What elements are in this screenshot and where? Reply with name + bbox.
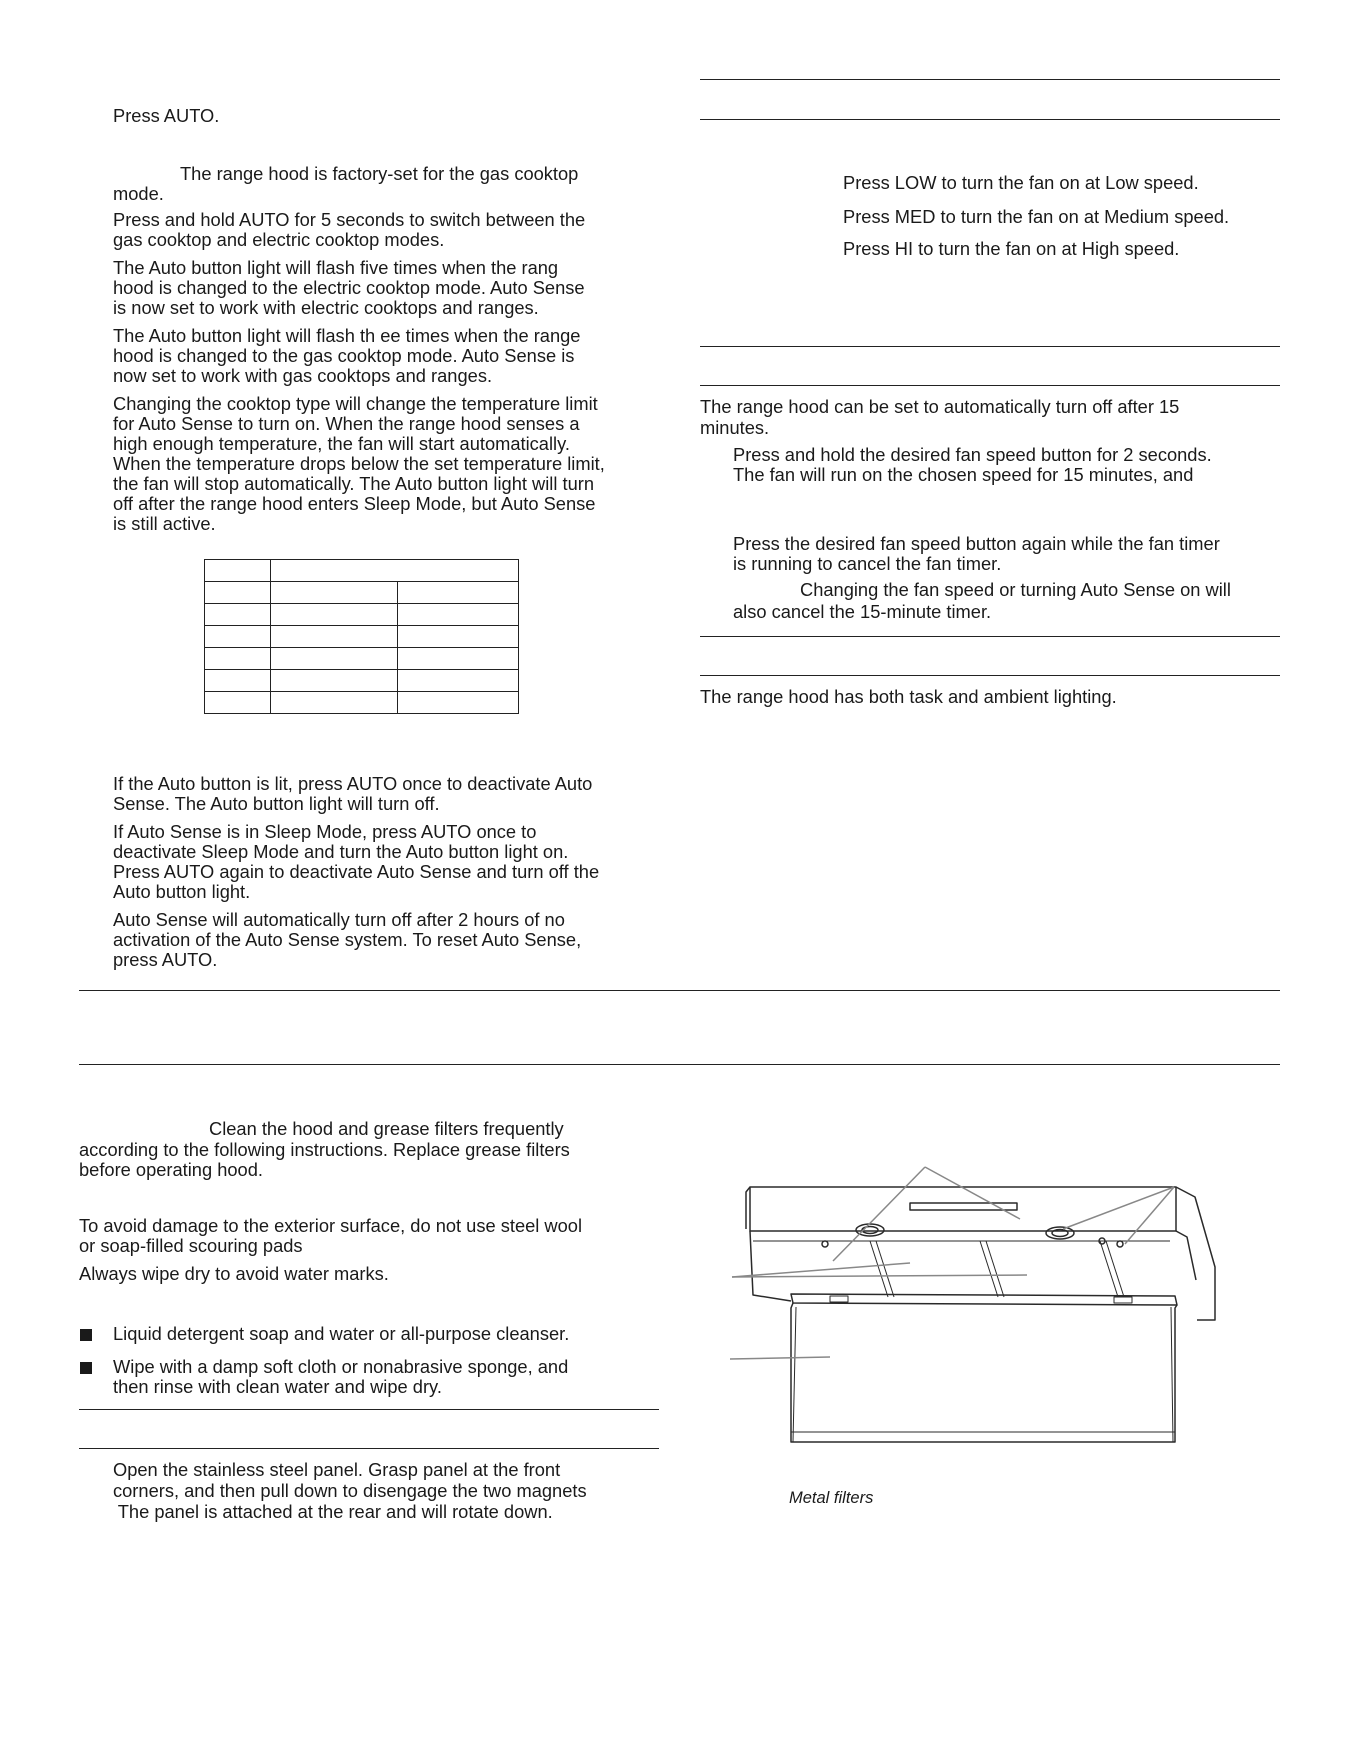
changing-line-3: high enough temperature, the fan will start automatically. [113,433,570,454]
range-hood-illustration [730,1140,1235,1480]
table-cell [271,692,398,714]
section-rule [700,675,1280,676]
deactivate-sleep-line-3: Press AUTO again to deactivate Auto Sense and turn off the [113,861,600,882]
table-cell [271,582,398,604]
timer-cancel-line-1: Press the desired fan speed button again while the fan timer [733,533,1220,554]
flash-three-line-2: hood is changed to the gas cooktop mode. Auto Sense is [113,345,575,366]
press-auto-step: Press AUTO. [113,105,220,126]
table-row [205,670,519,692]
table-cell [271,670,398,692]
table-cell [271,648,398,670]
hold-auto-line-2: gas cooktop and electric cooktop modes. [113,229,445,250]
auto-off-line-2: activation of the Auto Sense system. To reset Auto Sense, [113,929,582,950]
auto-off-line-1: Auto Sense will automatically turn off after 2 hours of no [113,909,565,930]
section-rule [700,385,1280,386]
table-row [205,604,519,626]
timer-intro-line-1: The range hood can be set to automatically turn off after 15 [700,396,1180,417]
timer-hold-line-2: The fan will run on the chosen speed for 15 minutes, and [733,464,1194,485]
wipe-dry-text: Always wipe dry to avoid water marks. [79,1263,389,1284]
flash-five-line-3: is now set to work with electric cooktops and ranges. [113,297,539,318]
important-line-3: before operating hood. [79,1159,263,1180]
square-bullet-icon [80,1329,92,1341]
table-cell [205,604,271,626]
table-cell [205,648,271,670]
open-panel-line-3: The panel is attached at the rear and will rotate down. [113,1501,553,1522]
deactivate-lit-line-1: If the Auto button is lit, press AUTO once to deactivate Auto [113,773,593,794]
changing-line-5: the fan will stop automatically. The Auto button light will turn [113,473,594,494]
fan-med-step: Press MED to turn the fan on at Medium speed. [843,206,1230,227]
deactivate-sleep-line-2: deactivate Sleep Mode and turn the Auto button light on. [113,841,569,862]
table-cell [205,582,271,604]
section-rule [700,119,1280,120]
deactivate-sleep-line-1: If Auto Sense is in Sleep Mode, press AUTO once to [113,821,537,842]
changing-line-1: Changing the cooktop type will change the temperature limit [113,393,598,414]
changing-line-7: is still active. [113,513,216,534]
figure-caption: Metal filters [789,1489,874,1507]
hold-auto-line-1: Press and hold AUTO for 5 seconds to switch between the [113,209,586,230]
timer-note-line-2: also cancel the 15-minute timer. [733,601,992,622]
bullet-item-2-line-2: then rinse with clean water and wipe dry. [113,1376,442,1397]
square-bullet-icon [80,1362,92,1374]
table-cell [205,670,271,692]
factory-set-note-line-1: The range hood is factory-set for the gas cooktop [180,163,579,184]
table-cell [398,582,519,604]
timer-hold-line-1: Press and hold the desired fan speed button for 2 seconds. [733,444,1212,465]
table-row [205,626,519,648]
section-rule [79,1448,659,1449]
factory-set-note-line-2: mode. [113,183,164,204]
section-rule [700,346,1280,347]
fan-hi-step: Press HI to turn the fan on at High speed. [843,238,1180,259]
table-cell [205,626,271,648]
table-cell [205,560,271,582]
changing-line-2: for Auto Sense to turn on. When the range hood senses a [113,413,580,434]
exterior-line-1: To avoid damage to the exterior surface, do not use steel wool [79,1215,583,1236]
important-line-1: Clean the hood and grease filters frequently [209,1118,564,1139]
section-rule [700,79,1280,80]
section-rule [79,1409,659,1410]
table-cell [398,648,519,670]
exterior-line-2: or soap-filled scouring pads [79,1235,303,1256]
table-row [205,648,519,670]
changing-line-4: When the temperature drops below the set temperature limit, [113,453,605,474]
table-row [205,692,519,714]
temperature-table [204,559,519,714]
timer-cancel-line-2: is running to cancel the fan timer. [733,553,1002,574]
flash-three-line-1: The Auto button light will flash th ee times when the range [113,325,581,346]
table-cell [205,692,271,714]
flash-five-line-2: hood is changed to the electric cooktop mode. Auto Sense [113,277,585,298]
bullet-item-2-line-1: Wipe with a damp soft cloth or nonabrasive sponge, and [113,1356,569,1377]
fan-low-step: Press LOW to turn the fan on at Low speed. [843,172,1199,193]
changing-line-6: off after the range hood enters Sleep Mode, but Auto Sense [113,493,596,514]
section-rule [79,1064,1280,1065]
deactivate-sleep-line-4: Auto button light. [113,881,251,902]
timer-note-line-1: Changing the fan speed or turning Auto Sense on will [800,579,1231,600]
lighting-text: The range hood has both task and ambient lighting. [700,686,1117,707]
open-panel-line-2: corners, and then pull down to disengage the two magnets [113,1480,587,1501]
bullet-item-1: Liquid detergent soap and water or all-purpose cleanser. [113,1323,570,1344]
table-cell [271,626,398,648]
table-cell [398,670,519,692]
important-line-2: according to the following instructions. Replace grease filters [79,1139,570,1160]
table-cell [398,604,519,626]
table-header-cell [271,560,519,582]
flash-three-line-3: now set to work with gas cooktops and ranges. [113,365,493,386]
table-cell [398,626,519,648]
table-cell [398,692,519,714]
timer-intro-line-2: minutes. [700,417,770,438]
deactivate-lit-line-2: Sense. The Auto button light will turn off. [113,793,440,814]
table-row [205,582,519,604]
auto-off-line-3: press AUTO. [113,949,218,970]
flash-five-line-1: The Auto button light will flash five times when the rang [113,257,559,278]
section-rule [79,990,1280,991]
table-cell [271,604,398,626]
open-panel-line-1: Open the stainless steel panel. Grasp panel at the front [113,1459,561,1480]
section-rule [700,636,1280,637]
table-row [205,560,519,582]
